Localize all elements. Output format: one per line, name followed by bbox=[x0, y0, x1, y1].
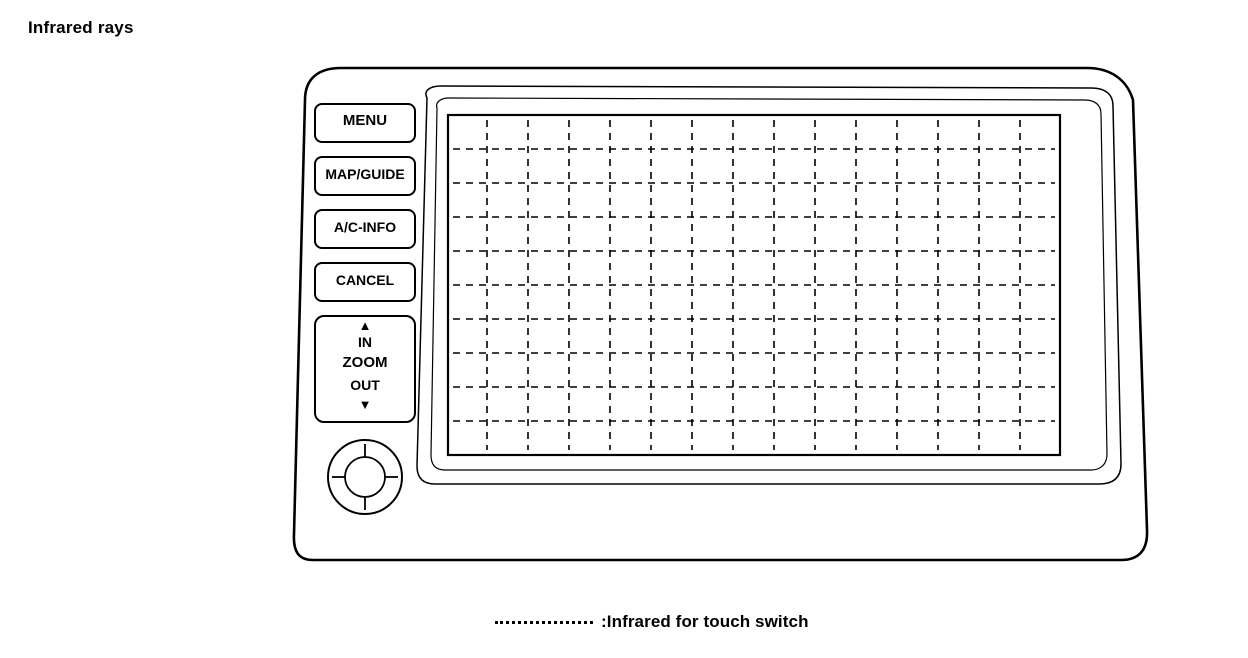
ac-info-button[interactable] bbox=[315, 210, 415, 248]
joystick-knob-hit[interactable] bbox=[328, 440, 402, 514]
map-guide-button[interactable] bbox=[315, 157, 415, 195]
map-guide-button-text: MAP/GUIDE bbox=[325, 166, 405, 182]
cancel-button[interactable] bbox=[315, 263, 415, 301]
zoom-in-text: IN bbox=[358, 334, 372, 350]
touch-screen[interactable] bbox=[448, 115, 1060, 455]
cancel-button-text: CANCEL bbox=[335, 272, 395, 288]
zoom-up-arrow-text: ▲ bbox=[358, 318, 372, 333]
ac-info-button-text: A/C-INFO bbox=[333, 219, 397, 235]
navigation-head-unit bbox=[285, 60, 1155, 570]
legend-text: :Infrared for touch switch bbox=[601, 612, 809, 631]
legend bbox=[495, 612, 809, 632]
zoom-word-text: ZOOM bbox=[342, 354, 388, 371]
menu-button-text: MENU bbox=[342, 112, 388, 129]
menu-button[interactable] bbox=[315, 104, 415, 142]
page-title: Infrared rays bbox=[28, 18, 134, 37]
zoom-down-arrow-text: ▼ bbox=[358, 397, 372, 412]
zoom-out-text: OUT bbox=[350, 377, 380, 393]
legend-dotted-line-icon bbox=[495, 621, 593, 624]
zoom-in-out-rocker[interactable] bbox=[315, 316, 415, 422]
